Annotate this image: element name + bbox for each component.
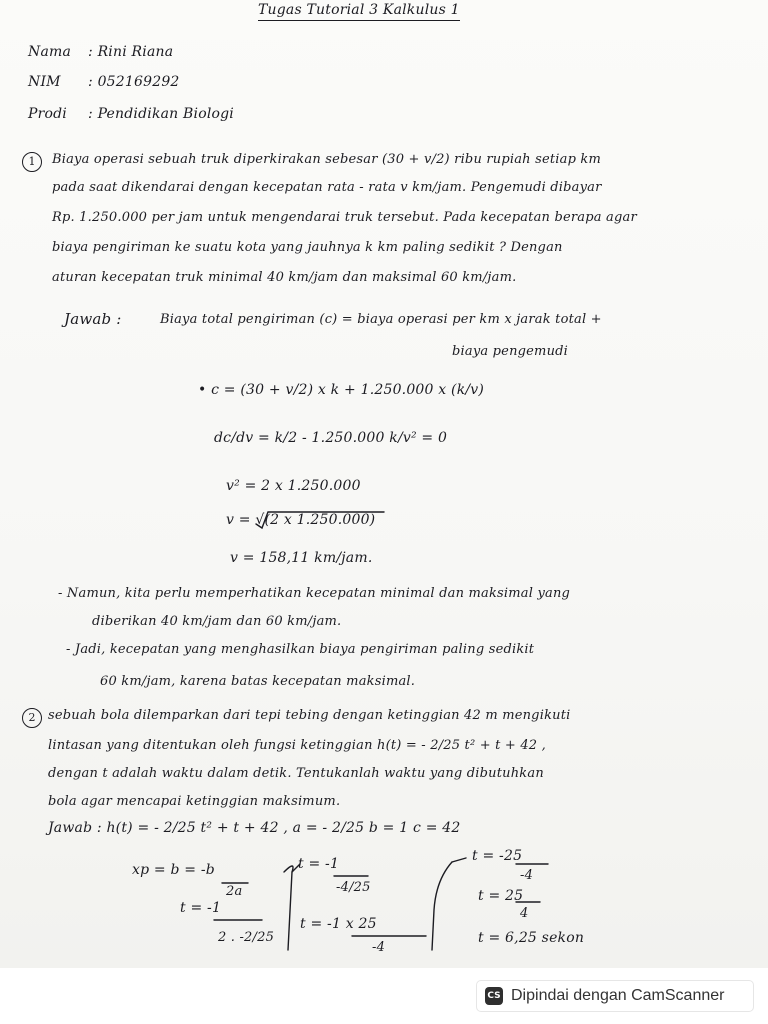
q2-line: sebuah bola dilemparkan dari tepi tebing dengan ketinggian 42 m mengikuti bbox=[48, 708, 571, 723]
nama-value: : Rini Riana bbox=[88, 44, 174, 60]
q2-line: lintasan yang ditentukan oleh fungsi ketinggian h(t) = - 2/25 t² + t + 42 , bbox=[48, 738, 546, 753]
q1-answer-line: biaya pengemudi bbox=[452, 344, 569, 359]
q2-step-t1: t = -1 bbox=[180, 900, 222, 916]
q1-note-line: 60 km/jam, karena batas kecepatan maksimal. bbox=[100, 674, 416, 689]
camscanner-logo-icon: CS bbox=[485, 987, 503, 1005]
bracket-right bbox=[432, 862, 452, 950]
q1-note-line: - Namun, kita perlu memperhatikan kecepatan minimal dan maksimal yang bbox=[58, 586, 571, 601]
arrow-right-icon bbox=[452, 858, 466, 862]
q1-answer-line: Biaya total pengiriman (c) = biaya operasi per km x jarak total + bbox=[160, 312, 602, 327]
nama-label: Nama bbox=[28, 44, 72, 60]
q1-equation-result: v = 158,11 km/jam. bbox=[230, 550, 373, 566]
camscanner-text: Dipindai dengan CamScanner bbox=[511, 987, 725, 1004]
q2-step-t2-denominator: -4/25 bbox=[336, 880, 371, 895]
q2-step-t5: t = 25 bbox=[478, 888, 524, 904]
q1-equation-sqrt: v = √(2 x 1.250.000) bbox=[226, 512, 376, 528]
q1-equation-cost: • c = (30 + v/2) x k + 1.250.000 x (k/v) bbox=[198, 382, 485, 398]
q2-step-t1-denominator: 2 . -2/25 bbox=[218, 930, 275, 945]
prodi-label: Prodi bbox=[28, 106, 67, 122]
nim-label: NIM bbox=[28, 74, 61, 90]
q1-line: biaya pengiriman ke suatu kota yang jauhnya k km paling sedikit ? Dengan bbox=[52, 240, 563, 255]
q2-step-vertex: xp = b = -b bbox=[132, 862, 215, 878]
question-1-number: 1 bbox=[22, 152, 42, 172]
q2-step-t4-denominator: -4 bbox=[520, 868, 534, 883]
q2-step-t2: t = -1 bbox=[298, 856, 340, 872]
q2-step-t3: t = -1 x 25 bbox=[300, 916, 377, 932]
q2-step-t3-denominator: -4 bbox=[372, 940, 386, 955]
prodi-value: : Pendidikan Biologi bbox=[88, 106, 234, 122]
q1-equation-derivative: dc/dv = k/2 - 1.250.000 k/v² = 0 bbox=[214, 430, 448, 446]
radical-sign bbox=[256, 512, 384, 528]
q1-line: Rp. 1.250.000 per jam untuk mengendarai truk tersebut. Pada kecepatan berapa agar bbox=[52, 210, 637, 225]
q1-line: aturan kecepatan truk minimal 40 km/jam dan maksimal 60 km/jam. bbox=[52, 270, 517, 285]
q1-line: pada saat dikendarai dengan kecepatan rata - rata v km/jam. Pengemudi dibayar bbox=[52, 180, 602, 195]
assignment-title: Tugas Tutorial 3 Kalkulus 1 bbox=[258, 2, 460, 21]
q2-step-t5-denominator: 4 bbox=[520, 906, 529, 921]
q1-equation-vsquared: v² = 2 x 1.250.000 bbox=[226, 478, 361, 494]
q2-step-t4: t = -25 bbox=[472, 848, 523, 864]
q1-note-line: - Jadi, kecepatan yang menghasilkan biaya pengiriman paling sedikit bbox=[66, 642, 535, 657]
q1-answer-label: Jawab : bbox=[64, 310, 122, 328]
nim-value: : 052169292 bbox=[88, 74, 180, 90]
q2-step-vertex-denominator: 2a bbox=[226, 884, 243, 899]
bracket-left bbox=[284, 866, 293, 950]
q2-answer-line: Jawab : h(t) = - 2/25 t² + t + 42 , a = - 2/25 b = 1 c = 42 bbox=[48, 820, 461, 836]
q1-line: Biaya operasi sebuah truk diperkirakan sebesar (30 + v/2) ribu rupiah setiap km bbox=[52, 152, 602, 167]
q2-line: bola agar mencapai ketinggian maksimum. bbox=[48, 794, 341, 809]
question-2-number: 2 bbox=[22, 708, 42, 728]
q2-line: dengan t adalah waktu dalam detik. Tentukanlah waktu yang dibutuhkan bbox=[48, 766, 544, 781]
q2-final-answer: t = 6,25 sekon bbox=[478, 930, 585, 946]
q1-note-line: diberikan 40 km/jam dan 60 km/jam. bbox=[92, 614, 342, 629]
camscanner-watermark bbox=[477, 981, 753, 1011]
